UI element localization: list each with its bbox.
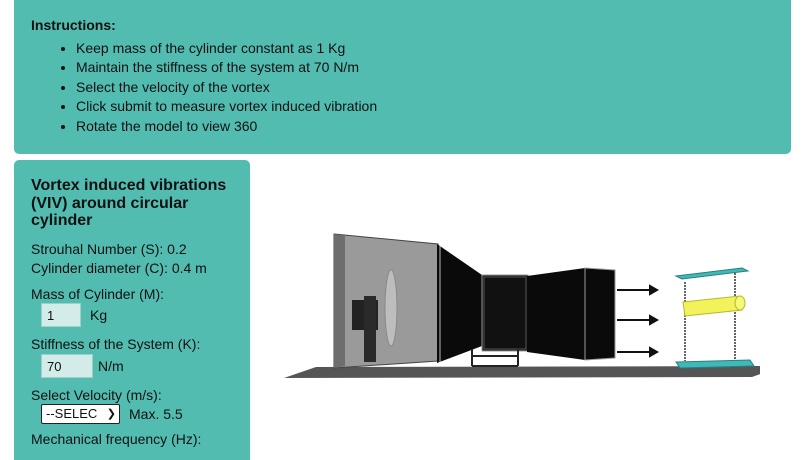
cylinder-diameter-text: Cylinder diameter (C): 0.4 m <box>31 260 207 276</box>
instructions-list <box>31 39 791 136</box>
instruction-item: • Select the velocity of the vortex <box>76 78 791 97</box>
instruction-item: • Keep mass of the cylinder constant as 1 Kg <box>76 39 791 58</box>
stiffness-input[interactable] <box>41 354 93 378</box>
contraction-section <box>437 244 482 363</box>
chevron-down-icon: ❯ <box>106 408 116 420</box>
fan-stand <box>364 296 376 362</box>
stiffness-unit: N/m <box>98 358 124 374</box>
bottom-plate <box>676 360 754 368</box>
instruction-item: • Click submit to measure vortex induced vibration <box>76 97 791 116</box>
flow-arrows <box>617 286 657 356</box>
instructions-panel <box>14 0 791 154</box>
top-plate <box>676 268 748 279</box>
panel-title: Vortex induced vibrations (VIV) around circular cylinder <box>31 177 227 229</box>
outlet-section <box>585 268 615 360</box>
instruction-item: • Maintain the stiffness of the system at 70 N/m <box>76 58 791 77</box>
mechanical-frequency-label: Mechanical frequency (Hz): <box>31 431 202 447</box>
fan-housing-side <box>334 234 345 368</box>
control-panel <box>14 160 250 460</box>
mass-input[interactable] <box>41 303 81 327</box>
springs <box>685 273 735 361</box>
velocity-label: Select Velocity (m/s): <box>31 387 162 403</box>
fan-blade-icon <box>385 270 397 346</box>
wind-tunnel-model[interactable] <box>280 220 760 390</box>
velocity-max-text: Max. 5.5 <box>129 406 183 422</box>
mass-label: Mass of Cylinder (M): <box>31 286 165 302</box>
instruction-item: • Rotate the model to view 360 <box>76 117 791 136</box>
velocity-select-value: --SELEC <box>46 406 98 421</box>
stiffness-label: Stiffness of the System (K): <box>31 336 201 352</box>
test-section-stand <box>472 349 518 366</box>
test-section <box>482 275 528 351</box>
diffuser-section <box>527 268 585 360</box>
strouhal-number-text: Strouhal Number (S): 0.2 <box>31 241 187 257</box>
mass-unit: Kg <box>90 307 108 323</box>
instructions-title: Instructions: <box>31 17 116 33</box>
velocity-select[interactable] <box>41 404 120 424</box>
